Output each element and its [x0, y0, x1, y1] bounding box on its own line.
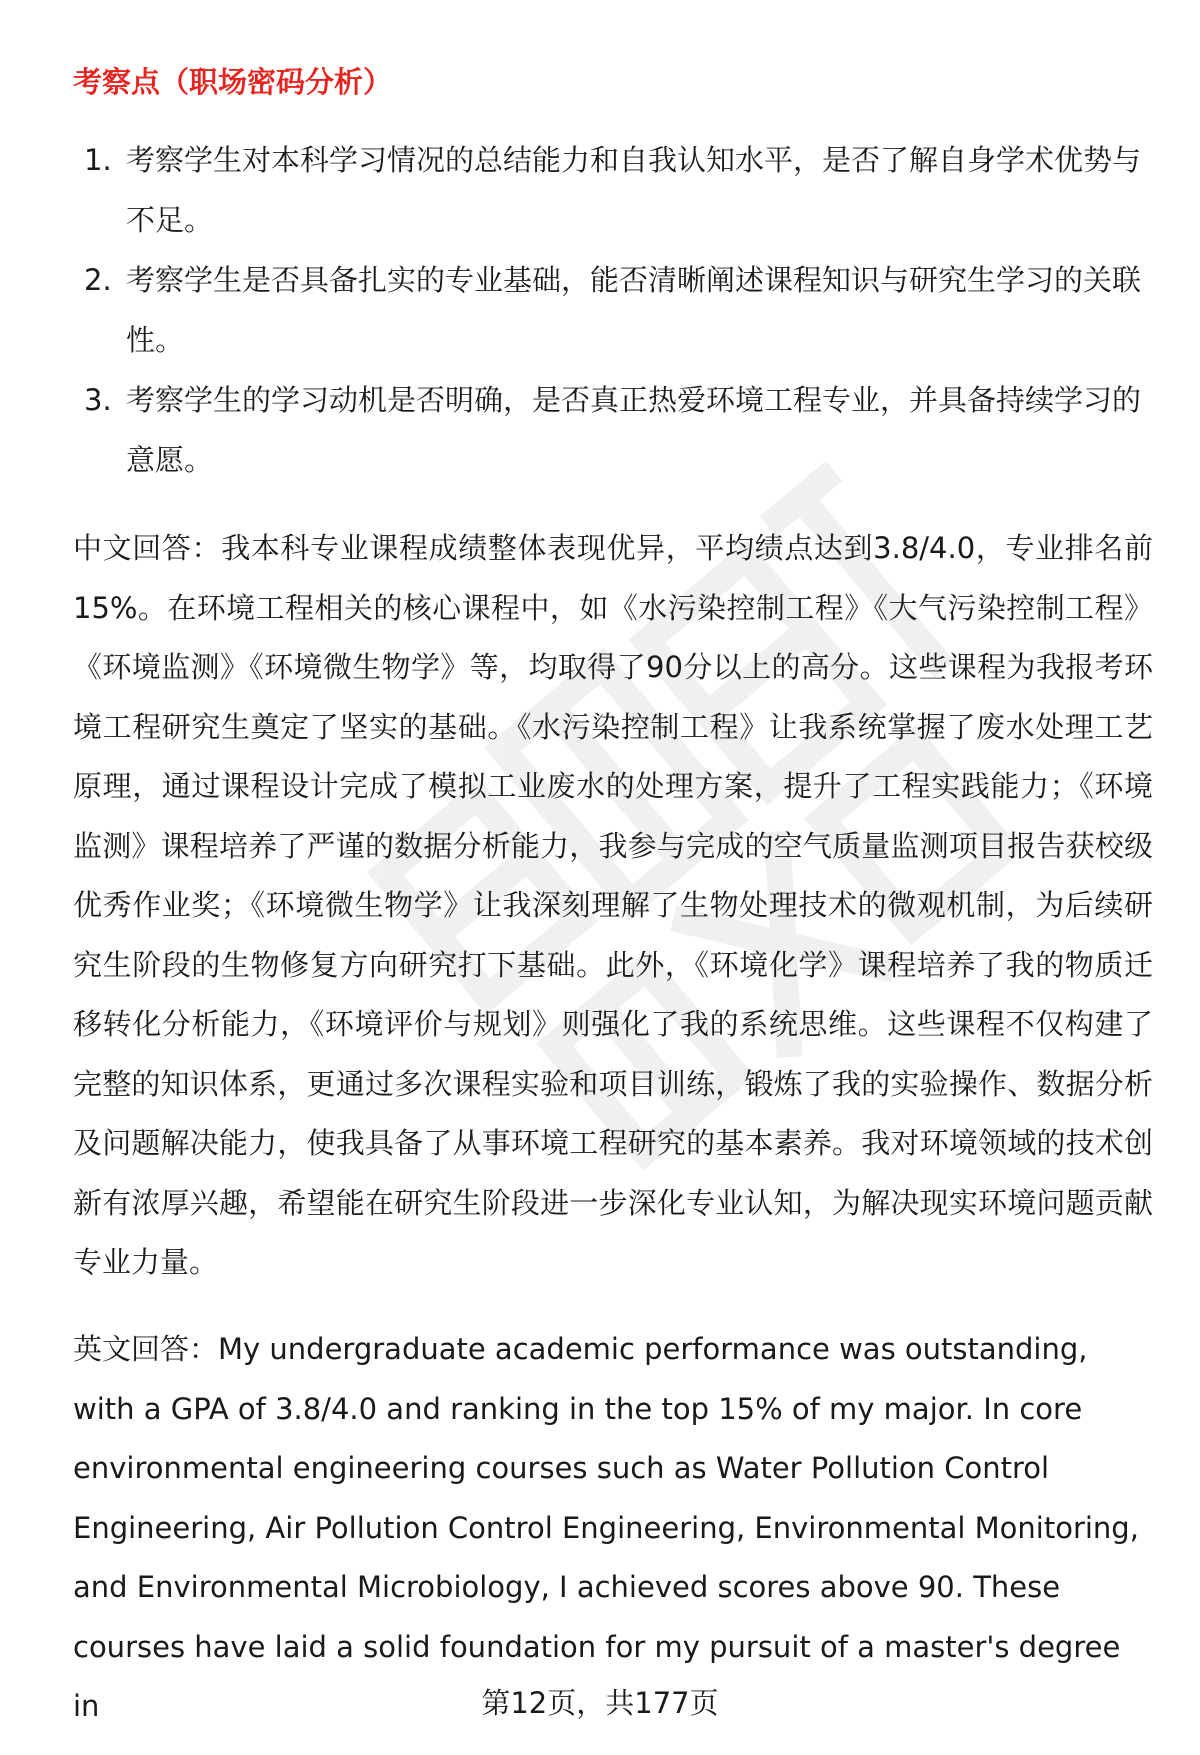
- page-number: 第12页，共177页: [481, 1686, 719, 1720]
- chinese-answer-label: 中文回答：: [73, 531, 222, 565]
- list-item-number: 1.: [84, 143, 112, 177]
- chinese-answer: [73, 519, 1153, 1293]
- list-item-text: 考察学生的学习动机是否明确，是否真正热爱环境工程专业，并具备持续学习的意愿。: [126, 383, 1142, 477]
- list-item-number: 3.: [84, 383, 112, 417]
- list-item: [84, 370, 1144, 490]
- english-answer-text: My undergraduate academic performance was outstanding, with a GPA of 3.8/4.0 and ranking in the top 15% of my major. In core environmental engineering courses such as Water Pollution Control Engineering, Air Pollution Control Engineering, Environmental Monitoring, and Environmental Microbiology, I achieved scores above 90. These courses have laid a solid foundation for my pursuit of a master's degree in: [73, 1332, 1139, 1723]
- list-item-text: 考察学生对本科学习情况的总结能力和自我认知水平，是否了解自身学术优势与不足。: [126, 143, 1142, 237]
- chinese-answer-text: 我本科专业课程成绩整体表现优异，平均绩点达到3.8/4.0，专业排名前15%。在环境工程相关的核心课程中，如《水污染控制工程》《大气污染控制工程》《环境监测》《环境微生物学》等，均取得了90分以上的高分。这些课程为我报考环境工程研究生奠定了坚实的基础。《水污染控制工程》让我系统掌握了废水处理工艺原理，通过课程设计完成了模拟工业废水的处理方案，提升了工程实践能力；《环境监测》课程培养了严谨的数据分析能力，我参与完成的空气质量监测项目报告获校级优秀作业奖；《环境微生物学》让我深刻理解了生物处理技术的微观机制，为后续研究生阶段的生物修复方向研究打下基础。此外，《环境化学》课程培养了我的物质迁移转化分析能力，《环境评价与规划》则强化了我的系统思维。这些课程不仅构建了完整的知识体系，更通过多次课程实验和项目训练，锻炼了我的实验操作、数据分析及问题解决能力，使我具备了从事环境工程研究的基本素养。我对环境领域的技术创新有浓厚兴趣，希望能在研究生阶段进一步深化专业认知，为解决现实环境问题贡献专业力量。: [73, 531, 1153, 1279]
- assessment-points-list: [84, 130, 1144, 490]
- list-item-text: 考察学生是否具备扎实的专业基础，能否清晰阐述课程知识与研究生学习的关联性。: [126, 263, 1142, 357]
- list-item-number: 2.: [84, 263, 112, 297]
- section-title: 考察点（职场密码分析）: [73, 65, 393, 99]
- english-answer-label: 英文回答：: [73, 1332, 219, 1366]
- list-item: [84, 130, 1144, 250]
- list-item: [84, 250, 1144, 370]
